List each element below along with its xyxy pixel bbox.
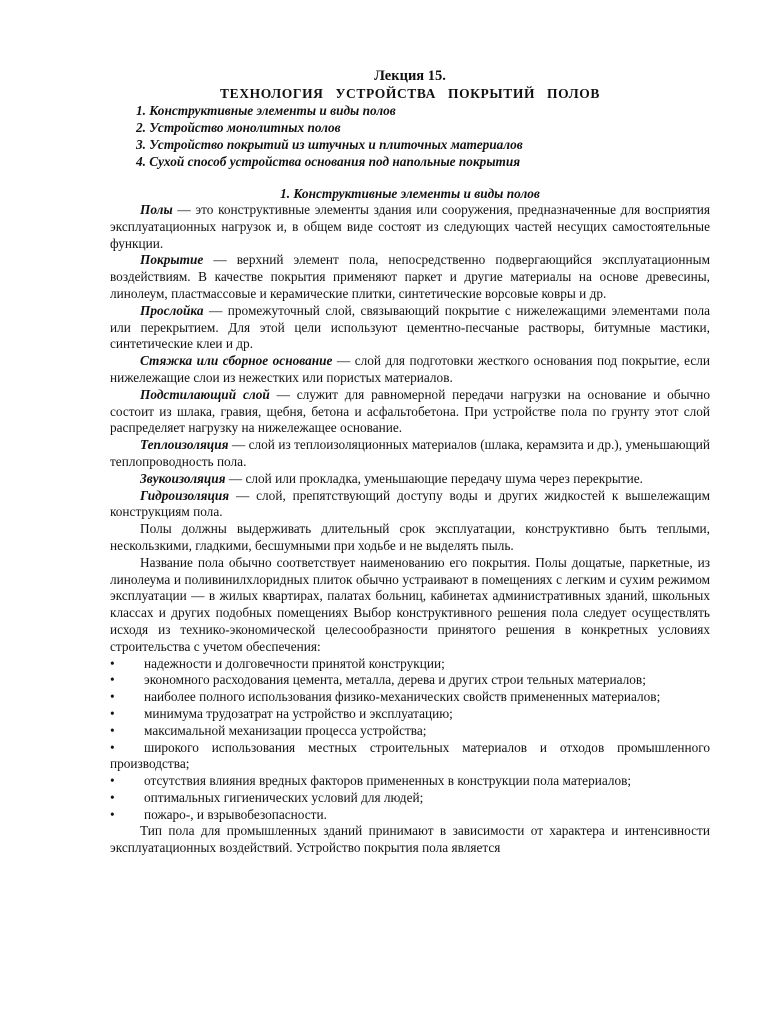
list-item: [110, 790, 710, 807]
list-item: [110, 672, 710, 689]
list-item-text: надежности и долговечности принятой конструкции;: [144, 655, 445, 671]
definition-text: — слой, препятствующий доступу воды и других жидкостей к вышележащим конструкциям пола.: [110, 487, 710, 520]
bullet-icon: [110, 773, 144, 790]
toc-item: 1. Конструктивные элементы и виды полов: [136, 103, 396, 118]
definition-paragraph: [110, 437, 710, 471]
list-item: [110, 656, 710, 673]
definition-text: — промежуточный слой, связывающий покрытие с нижележащими элементами пола или перекрытием. Для этой цели используют цементно-песчаные растворы, битумные мастики, синтетические клеи и др.: [110, 302, 710, 352]
definition-term: Гидроизоляция: [140, 487, 230, 503]
toc-item: 4. Сухой способ устройства основания под напольные покрытия: [136, 154, 521, 169]
definition-text: — слой для подготовки жесткого основания под покрытие, если нижележащие слои из нежестких или пористых материалов.: [110, 353, 710, 385]
definition-term: Подстилающий слой: [140, 386, 270, 402]
list-item: [110, 773, 710, 790]
list-item: [110, 807, 710, 824]
list-item-text: минимума трудозатрат на устройство и эксплуатацию;: [144, 705, 453, 721]
definition-paragraph: [110, 303, 710, 353]
definition-term: Полы: [140, 202, 173, 217]
list-item: [110, 740, 710, 774]
body-paragraph: Название пола обычно соответствует наименованию его покрытия. Полы дощатые, паркетные, из линолеума и поливинилхлоридных плиток обычно устраивают в помещениях с легким и сухим режимом эксплуатации — в жилых квартирах, палатах больниц, кабинетах административных зданий, школьных классах и других подобных помещениях Выбор конструктивного решения пола следует осуществлять исходя из технико-экономической целесообразности принятого решения в конкретных условиях строительства с учетом обеспечения:: [110, 554, 710, 654]
toc-item: 2. Устройство монолитных полов: [136, 120, 341, 135]
definition-paragraph: [110, 387, 710, 437]
definition-paragraph: [110, 471, 710, 488]
bullet-icon: [110, 672, 144, 689]
definition-term: Покрытие: [140, 252, 204, 268]
definition-text: — служит для равномерной передачи нагрузки на основание и обычно состоит из шлака, гравия, щебня, бетона и асфальтобетона. При устройстве пола по грунту этот слой распределяет нагрузку на нижележащее основание.: [110, 386, 710, 436]
bullet-icon: [110, 706, 144, 723]
bullet-icon: [110, 807, 144, 824]
body-paragraph: Полы должны выдерживать длительный срок эксплуатации, конструктивно быть теплыми, нескользкими, гладкими, бесшумными при ходьбе и не выделять пыль.: [110, 521, 710, 553]
list-item-text: максимальной механизации процесса устройства;: [144, 722, 427, 738]
list-item-text: оптимальных гигиенических условий для людей;: [144, 789, 424, 805]
definition-term: Теплоизоляция: [140, 437, 229, 453]
definition-paragraph: [110, 252, 710, 302]
bullet-list: [110, 656, 710, 824]
definition-text: — слой или прокладка, уменьшающие передачу шума через перекрытие.: [225, 470, 643, 486]
definition-text: — верхний элемент пола, непосредственно подвергающийся эксплуатационным воздействиям. В качестве покрытия применяют паркет и другие материалы на основе древесины, линолеум, пластмассовые и керамические плитки, синтетические ворсовые ковры и др.: [110, 252, 710, 301]
list-item-text: наиболее полного использования физико-механических свойств примененных материалов;: [144, 689, 661, 705]
table-of-contents: [136, 102, 710, 170]
bullet-icon: [110, 689, 144, 706]
list-item-text: широкого использования местных строительных материалов и отходов промышленного производства;: [110, 739, 710, 772]
bullet-icon: [110, 740, 144, 757]
definition-paragraph: [110, 488, 710, 522]
definition-text: — слой из теплоизоляционных материалов (шлака, керамзита и др.), уменьшающий теплопроводность пола.: [110, 437, 710, 469]
definition-paragraph: [110, 202, 710, 252]
document-content: [110, 67, 710, 857]
list-item-text: пожаро-, и взрывобезопасности.: [144, 806, 327, 822]
list-item: [110, 689, 710, 706]
lecture-number: Лекция 15.: [374, 68, 446, 84]
definition-term: Прослойка: [140, 302, 204, 318]
bullet-icon: [110, 656, 144, 673]
bullet-icon: [110, 790, 144, 807]
list-item: [110, 723, 710, 740]
definition-term: Звукоизоляция: [140, 470, 226, 486]
list-item: [110, 706, 710, 723]
definition-term: Стяжка или сборное основание: [140, 353, 333, 369]
definition-text: — это конструктивные элементы здания или сооружения, предназначенные для восприятия эксплуатационных нагрузок и, в общем виде состоят из следующих частей несущих самостоятельные функции.: [110, 202, 710, 251]
toc-item: 3. Устройство покрытий из штучных и плиточных материалов: [136, 137, 523, 152]
page-title: ТЕХНОЛОГИЯ УСТРОЙСТВА ПОКРЫТИЙ ПОЛОВ: [220, 86, 600, 101]
section-heading: 1. Конструктивные элементы и виды полов: [280, 186, 540, 201]
list-item-text: отсутствия влияния вредных факторов примененных в конструкции пола материалов;: [144, 773, 632, 789]
list-item-text: экономного расходования цемента, металла, дерева и других строи тельных материалов;: [144, 672, 646, 688]
bullet-icon: [110, 723, 144, 740]
definition-paragraph: [110, 353, 710, 387]
body-paragraph: Тип пола для промышленных зданий принимают в зависимости от характера и интенсивности эксплуатационных воздействий. Устройство покрытия пола является: [110, 823, 710, 856]
